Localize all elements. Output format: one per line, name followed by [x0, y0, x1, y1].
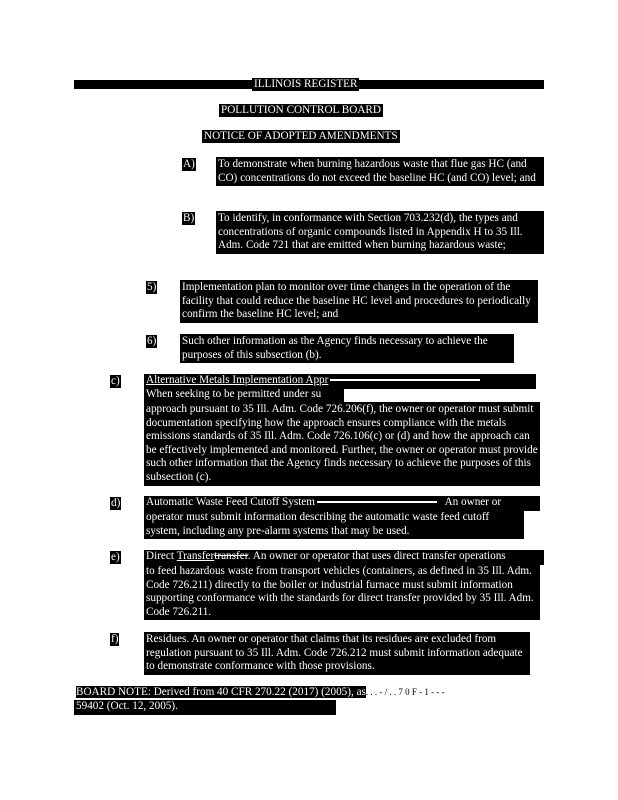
item-e-title-c: transfer	[214, 550, 248, 562]
item-label-d: d)	[111, 497, 121, 509]
item-d-title-line	[144, 496, 540, 511]
board-note-redacted: . . . - / . . 7 0 F - 1 - - -	[365, 687, 445, 697]
item-e-text: to feed hazardous waste from transport vehicles (containers, as defined in 35 Ill. Adm. Code 726.211) directly to the boiler or industrial furnace must submit information supporting conformance with the standards for direct transfer provided by 35 Ill. Adm. Code 726.211.	[144, 564, 540, 620]
item-d-title: Automatic Waste Feed Cutoff System	[146, 496, 315, 508]
redaction-mark	[330, 379, 480, 381]
item-e-title-a: Direct	[146, 550, 174, 562]
board-note-text: BOARD NOTE: Derived from 40 CFR 270.22 (2017) (2005), as	[76, 686, 366, 698]
item-6-text: Such other information as the Agency finds necessary to achieve the purposes of this subsection (b).	[180, 334, 514, 363]
item-label-f: f)	[111, 633, 119, 645]
board-note-line2: 59402 (Oct. 12, 2005).	[74, 700, 336, 715]
item-label-5: 5)	[147, 281, 157, 293]
register-title: ILLINOIS REGISTER	[254, 78, 358, 90]
board-title: POLLUTION CONTROL BOARD	[221, 104, 381, 116]
item-c-line2	[144, 388, 344, 403]
item-a-text: To demonstrate when burning hazardous waste that flue gas HC (and CO) concentrations do not exceed the baseline HC (and CO) level; and	[216, 157, 544, 186]
item-label-b: B)	[183, 212, 195, 224]
item-e-title-line	[144, 550, 544, 565]
item-label-e: e)	[111, 551, 120, 563]
item-label-6: 6)	[147, 335, 157, 347]
item-c-line2-text: When seeking to be permitted under su	[146, 388, 322, 400]
item-e-title-b: Transfer	[176, 550, 215, 562]
item-e-lead: . An owner or operator that uses direct transfer operations	[247, 550, 506, 562]
item-c-title: Alternative Metals Implementation Appr	[146, 374, 329, 386]
notice-title: NOTICE OF ADOPTED AMENDMENTS	[204, 130, 398, 142]
item-f-text: Residues. An owner or operator that claims that its residues are excluded from regulation pursuant to 35 Ill. Adm. Code 726.212 must submit information adequate to demonstrate conformance with those provisions.	[144, 632, 530, 675]
item-b-text: To identify, in conformance with Section 703.232(d), the types and concentrations of organic compounds listed in Appendix H to 35 Ill. Adm. Code 721 that are emitted when burning hazardous waste;	[216, 211, 544, 254]
item-d-lead: An owner or	[444, 496, 502, 508]
item-5-text: Implementation plan to monitor over time changes in the operation of the facility that could reduce the baseline HC level and procedures to periodically confirm the baseline HC level; and	[180, 280, 538, 323]
item-c-title-line	[144, 374, 536, 389]
redaction-mark	[317, 501, 437, 503]
item-d-text: operator must submit information describing the automatic waste feed cutoff system, including any pre-alarm systems that may be used.	[144, 510, 524, 539]
item-label-c: c)	[111, 375, 120, 387]
board-note-line1	[74, 686, 544, 701]
item-c-text: approach pursuant to 35 Ill. Adm. Code 726.206(f), the owner or operator must submit documentation specifying how the approach ensures compliance with the metals emissions standards of 35 Ill. Adm. Code 726.106(c) or (d) and how the approach can be effectively implemented and monitored. Further, the owner or operator must provide such other information that the Agency finds necessary to achieve the purposes of this subsection (c).	[144, 402, 540, 486]
item-label-a: A)	[183, 158, 195, 170]
